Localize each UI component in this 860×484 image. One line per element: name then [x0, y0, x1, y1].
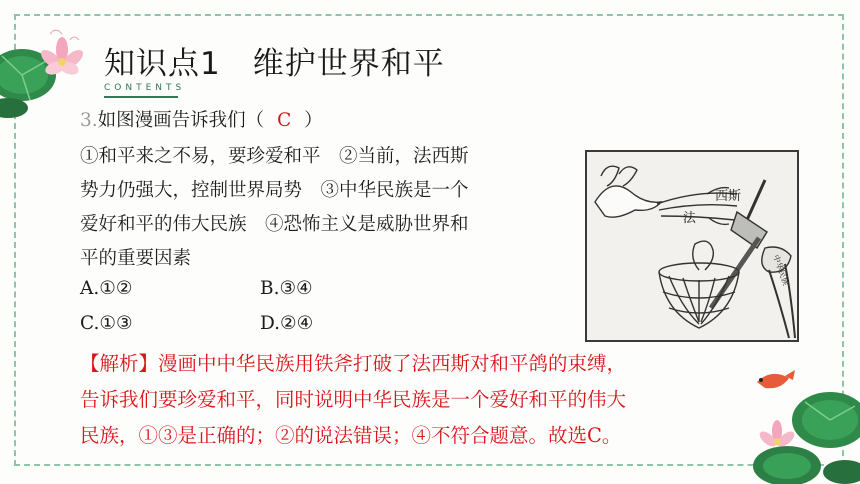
title-topic-name: 维护世界和平	[252, 46, 445, 82]
cartoon-label-zhonghua: 中华民族	[771, 253, 791, 287]
question-line: 势力仍强大，控制世界局势 ③中华民族是一个	[80, 180, 469, 201]
question-line: 爱好和平的伟大民族 ④恐怖主义是威胁世界和	[80, 214, 469, 235]
question-line: ①和平来之不易，要珍爱和平 ②当前，法西斯	[80, 146, 469, 167]
option-a: A.①②	[80, 278, 133, 299]
option-b: B.③④	[260, 278, 313, 299]
analysis-line: 告诉我们要珍爱和平，同时说明中华民族是一个爱好和平的伟大	[80, 388, 627, 411]
question-stem	[80, 106, 323, 132]
option-d: D.②④	[260, 313, 314, 334]
subtitle-underline	[104, 96, 178, 98]
question-stem-text: 如图漫画告诉我们（	[97, 110, 265, 131]
option-c: C.①③	[80, 313, 133, 334]
answer-letter: C	[277, 110, 292, 131]
lotus-leaf-decoration-bottom-right	[735, 362, 860, 484]
question-line: 平的重要因素	[80, 248, 192, 269]
page-title	[104, 38, 445, 83]
cartoon-drawing	[587, 152, 797, 340]
cartoon-label-fa: 法	[683, 211, 697, 226]
title-topic-number: 知识点1	[104, 46, 221, 82]
cartoon-label-xisi: 西斯	[715, 189, 742, 204]
question-number: 3.	[80, 110, 98, 131]
question-stem-close: ）	[304, 110, 323, 131]
analysis-line: 民族，①③是正确的；②的说法错误；④不符合题意。故选C。	[80, 424, 622, 447]
cartoon-image	[585, 150, 799, 342]
contents-subtitle: CONTENTS	[104, 83, 186, 93]
analysis-line: 【解析】漫画中中华民族用铁斧打破了法西斯对和平鸽的束缚，	[80, 352, 627, 375]
lotus-leaf-decoration-top-left	[0, 20, 95, 120]
